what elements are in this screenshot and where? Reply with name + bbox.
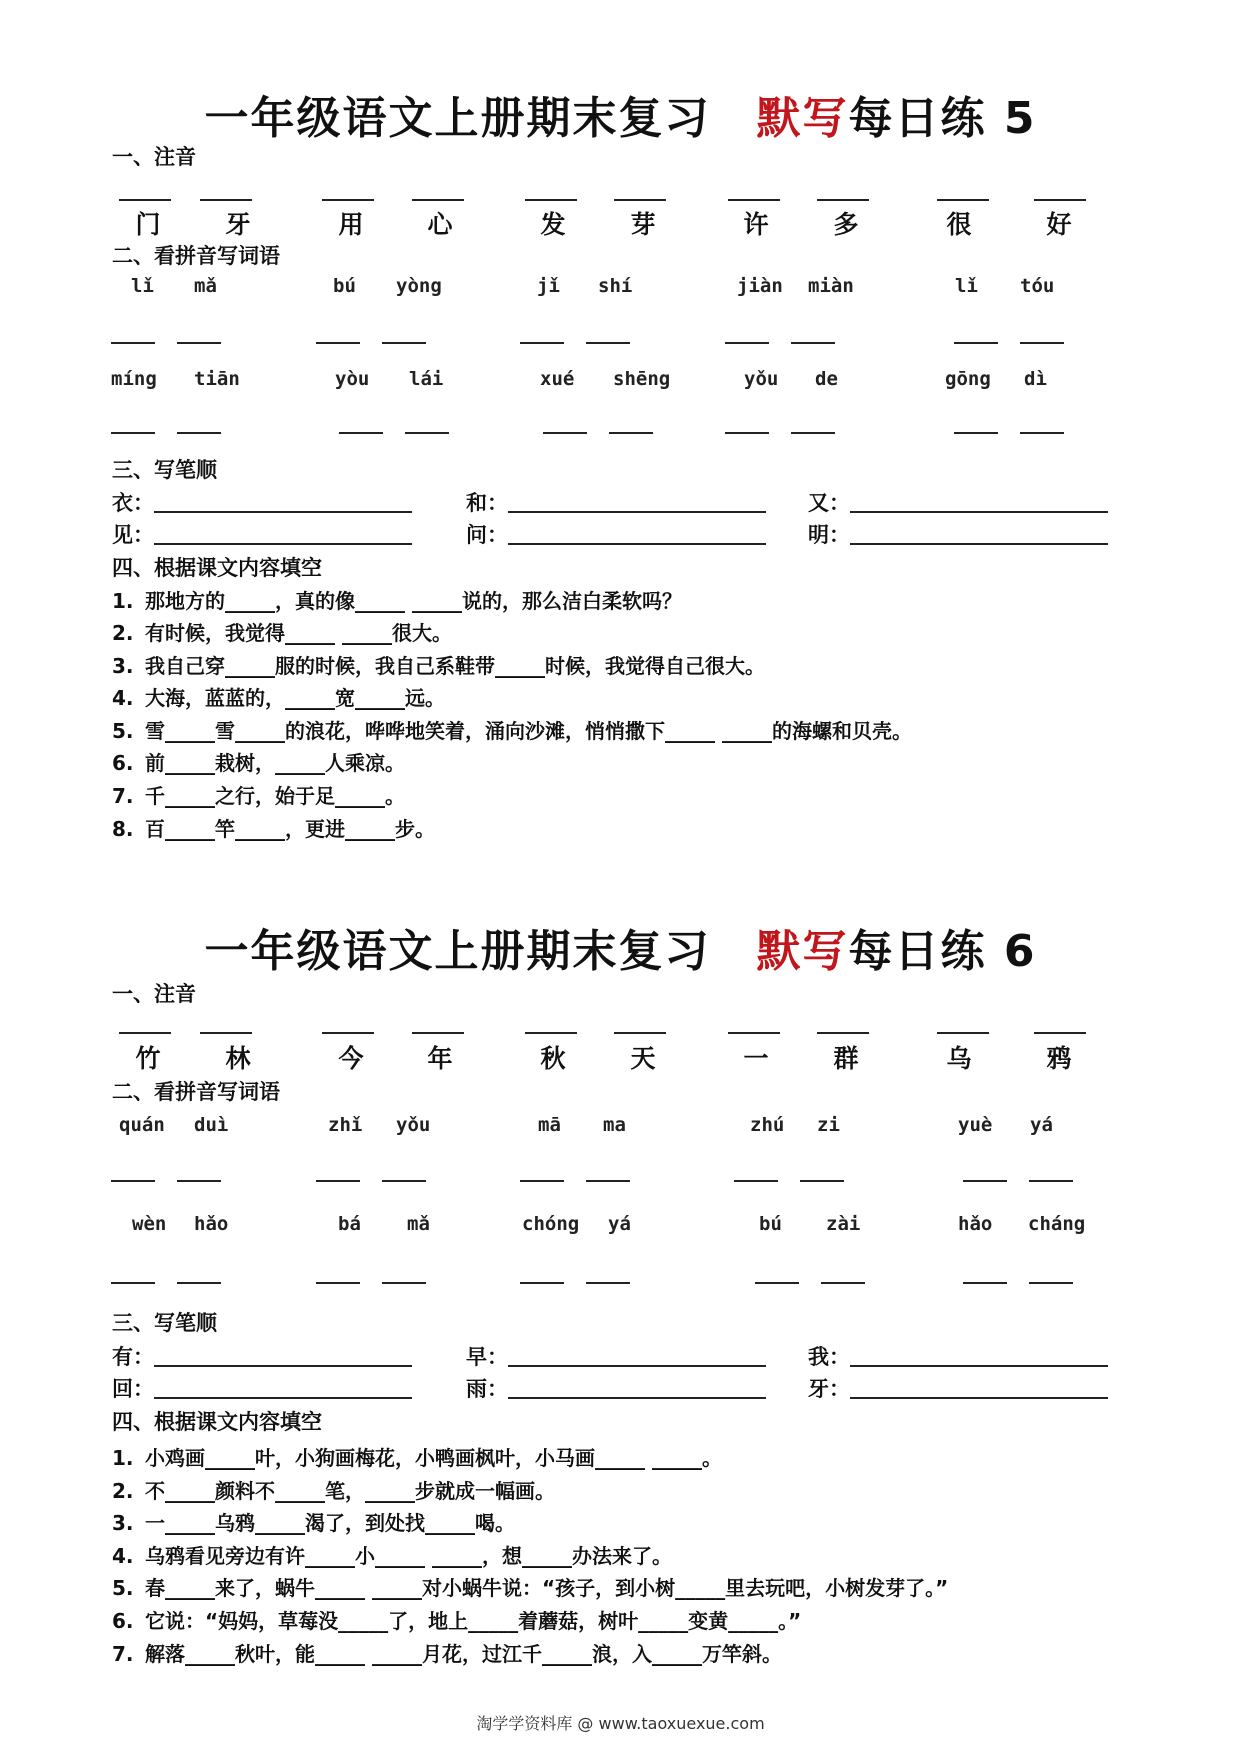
fill-item[interactable]	[112, 1475, 555, 1504]
pinyin-label: jǐ	[537, 275, 560, 297]
word-blank[interactable]	[586, 1180, 630, 1182]
bishun-answer-line[interactable]	[850, 1365, 1108, 1367]
fill-item[interactable]	[112, 1442, 722, 1471]
pinyin-label: zhú	[750, 1114, 785, 1136]
word-blank[interactable]	[111, 342, 155, 344]
word-blank[interactable]	[405, 432, 449, 434]
bishun-answer-line[interactable]	[850, 511, 1108, 513]
word-blank[interactable]	[586, 1282, 630, 1284]
fill-item-number: 4.	[112, 686, 134, 710]
title-main: 一年级语文上册期末复习	[204, 93, 711, 144]
pinyin-label: hǎo	[958, 1213, 993, 1235]
zhuyin-char: 牙	[225, 210, 251, 239]
pinyin-label: yǒu	[744, 368, 779, 390]
pinyin-label: bú	[333, 275, 356, 297]
pinyin-label: zi	[817, 1114, 840, 1136]
fill-item-text: 解落_____秋叶，能_____ _____月花，过江千_____浪，入_____万竿斜。	[145, 1642, 782, 1666]
pinyin-label: ma	[603, 1114, 626, 1136]
pinyin-label: hǎo	[194, 1213, 229, 1235]
fill-item[interactable]	[112, 813, 435, 842]
bishun-row	[112, 487, 1112, 517]
fill-item-number: 7.	[112, 784, 134, 808]
pinyin-label: yá	[608, 1213, 631, 1235]
zhuyin-char: 发	[540, 210, 566, 239]
pinyin-label: xué	[540, 368, 575, 390]
word-blank[interactable]	[954, 432, 998, 434]
word-blank[interactable]	[586, 342, 630, 344]
zhuyin-blank[interactable]	[200, 199, 252, 201]
word-blank[interactable]	[1020, 342, 1064, 344]
word-blank[interactable]	[963, 1180, 1007, 1182]
section-fill-heading: 四、根据课文内容填空	[112, 1410, 322, 1434]
fill-item-text: 大海，蓝蓝的，_____宽_____远。	[145, 686, 445, 710]
pinyin-label: lǐ	[955, 275, 978, 297]
bishun-answer-line[interactable]	[154, 1365, 412, 1367]
fill-item-text: 它说：“妈妈，草莓没_____了，地上_____着蘑菇，树叶_____变黄_____。”	[145, 1609, 802, 1633]
word-blank[interactable]	[725, 342, 769, 344]
bishun-row	[112, 1341, 1112, 1371]
fill-item-number: 3.	[112, 654, 134, 678]
fill-item-text: 一_____乌鸦_____渴了，到处找_____喝。	[145, 1511, 515, 1535]
fill-item-number: 6.	[112, 1609, 134, 1633]
pinyin-label: bú	[759, 1213, 782, 1235]
pinyin-label: dì	[1024, 368, 1047, 390]
title-tail: 每日练 6	[848, 926, 1037, 977]
zhuyin-blank[interactable]	[937, 199, 989, 201]
pinyin-label: míng	[111, 368, 157, 390]
zhuyin-char: 很	[946, 210, 972, 239]
word-blank[interactable]	[791, 432, 835, 434]
word-blank[interactable]	[1029, 1180, 1073, 1182]
zhuyin-char: 年	[427, 1044, 453, 1073]
zhuyin-char: 群	[833, 1044, 859, 1073]
word-blank[interactable]	[316, 1282, 360, 1284]
zhuyin-blank[interactable]	[1034, 1032, 1086, 1034]
word-blank[interactable]	[520, 1180, 564, 1182]
bishun-row	[112, 519, 1112, 549]
bishun-answer-line[interactable]	[508, 1397, 766, 1399]
word-blank[interactable]	[111, 1282, 155, 1284]
zhuyin-blank[interactable]	[119, 199, 171, 201]
footer-watermark: 淘学学资料库 @ www.taoxuexue.com	[476, 1714, 765, 1733]
fill-item[interactable]	[112, 585, 682, 614]
bishun-answer-line[interactable]	[850, 543, 1108, 545]
bishun-char-label: 早：	[466, 1345, 508, 1369]
pinyin-label: wèn	[132, 1213, 167, 1235]
fill-item[interactable]	[112, 682, 445, 711]
bishun-answer-line[interactable]	[508, 1365, 766, 1367]
zhuyin-blank[interactable]	[728, 1032, 780, 1034]
title-highlight: 默写	[756, 926, 849, 977]
zhuyin-char: 一	[743, 1044, 769, 1073]
zhuyin-blank[interactable]	[322, 1032, 374, 1034]
zhuyin-blank[interactable]	[817, 199, 869, 201]
zhuyin-blank[interactable]	[728, 199, 780, 201]
word-blank[interactable]	[734, 1180, 778, 1182]
fill-item-number: 3.	[112, 1511, 134, 1535]
bishun-char-label: 明：	[808, 523, 850, 547]
zhuyin-blank[interactable]	[525, 199, 577, 201]
bishun-char-label: 有：	[112, 1345, 154, 1369]
fill-item-number: 1.	[112, 1446, 134, 1470]
fill-item-text: 乌鸦看见旁边有许_____小_____ _____，想_____办法来了。	[145, 1544, 672, 1568]
fill-item-text: 有时候，我觉得_____ _____很大。	[145, 621, 452, 645]
section-zhuyin-heading: 一、注音	[112, 982, 196, 1006]
bishun-char-label: 回：	[112, 1377, 154, 1401]
pinyin-label: duì	[194, 1114, 229, 1136]
word-blank[interactable]	[111, 432, 155, 434]
zhuyin-blank[interactable]	[412, 199, 464, 201]
zhuyin-blank[interactable]	[525, 1032, 577, 1034]
pinyin-label: yǒu	[396, 1114, 431, 1136]
zhuyin-char: 秋	[540, 1044, 566, 1073]
zhuyin-blank[interactable]	[322, 199, 374, 201]
pinyin-label: mǎ	[194, 275, 217, 297]
zhuyin-blank[interactable]	[119, 1032, 171, 1034]
section-pinyin-heading: 二、看拼音写词语	[112, 1080, 280, 1104]
zhuyin-blank[interactable]	[412, 1032, 464, 1034]
fill-item-text: 小鸡画_____叶，小狗画梅花，小鸭画枫叶，小马画_____ _____。	[145, 1446, 722, 1470]
bishun-answer-line[interactable]	[508, 511, 766, 513]
pinyin-label: mā	[538, 1114, 561, 1136]
pinyin-label: quán	[119, 1114, 165, 1136]
fill-item[interactable]	[112, 715, 912, 744]
word-blank[interactable]	[1020, 432, 1064, 434]
word-blank[interactable]	[520, 342, 564, 344]
pinyin-label: bá	[338, 1213, 361, 1235]
pinyin-label: cháng	[1028, 1213, 1086, 1235]
pinyin-label: miàn	[808, 275, 854, 297]
fill-item-text: 百_____竿_____，更进_____步。	[145, 817, 435, 841]
word-blank[interactable]	[963, 1282, 1007, 1284]
zhuyin-char: 用	[338, 210, 364, 239]
fill-item[interactable]	[112, 1507, 515, 1536]
bishun-answer-line[interactable]	[154, 543, 412, 545]
pinyin-label: yòng	[396, 275, 442, 297]
fill-item[interactable]	[112, 617, 452, 646]
word-blank[interactable]	[316, 342, 360, 344]
word-blank[interactable]	[382, 1180, 426, 1182]
zhuyin-char: 天	[630, 1044, 656, 1073]
word-blank[interactable]	[382, 1282, 426, 1284]
bishun-answer-line[interactable]	[154, 511, 412, 513]
bishun-char-label: 衣：	[112, 491, 154, 515]
fill-item-text: 我自己穿_____服的时候，我自己系鞋带_____时候，我觉得自己很大。	[145, 654, 765, 678]
word-blank[interactable]	[821, 1282, 865, 1284]
bishun-char-label: 雨：	[466, 1377, 508, 1401]
section-bishun-heading: 三、写笔顺	[112, 458, 217, 482]
bishun-char-label: 和：	[466, 491, 508, 515]
title-main: 一年级语文上册期末复习	[204, 926, 711, 977]
zhuyin-char: 好	[1046, 210, 1072, 239]
fill-item-number: 2.	[112, 621, 134, 645]
word-blank[interactable]	[725, 432, 769, 434]
pinyin-label: zài	[826, 1213, 861, 1235]
pinyin-label: gōng	[945, 368, 991, 390]
title-tail: 每日练 5	[848, 93, 1037, 144]
fill-item-number: 6.	[112, 751, 134, 775]
fill-item[interactable]	[112, 747, 405, 776]
word-blank[interactable]	[316, 1180, 360, 1182]
zhuyin-blank[interactable]	[937, 1032, 989, 1034]
fill-item-number: 4.	[112, 1544, 134, 1568]
zhuyin-char: 林	[225, 1044, 251, 1073]
zhuyin-blank[interactable]	[614, 199, 666, 201]
section-zhuyin-heading: 一、注音	[112, 145, 196, 169]
fill-item-text: 那地方的_____，真的像_____ _____说的，那么洁白柔软吗？	[145, 589, 682, 613]
worksheet-title	[0, 915, 1241, 979]
section-pinyin-heading: 二、看拼音写词语	[112, 244, 280, 268]
zhuyin-blank[interactable]	[200, 1032, 252, 1034]
pinyin-label: yòu	[335, 368, 370, 390]
title-highlight: 默写	[756, 93, 849, 144]
fill-item[interactable]	[112, 1572, 948, 1601]
bishun-row	[112, 1373, 1112, 1403]
fill-item-number: 5.	[112, 719, 134, 743]
fill-item[interactable]	[112, 1540, 672, 1569]
pinyin-label: yá	[1030, 1114, 1053, 1136]
pinyin-label: yuè	[958, 1114, 993, 1136]
fill-item-text: 前_____栽树，_____人乘凉。	[145, 751, 405, 775]
zhuyin-char: 许	[743, 210, 769, 239]
pinyin-label: lái	[409, 368, 444, 390]
section-bishun-heading: 三、写笔顺	[112, 1311, 217, 1335]
word-blank[interactable]	[177, 1180, 221, 1182]
word-blank[interactable]	[177, 342, 221, 344]
zhuyin-char: 今	[338, 1044, 364, 1073]
fill-item-number: 7.	[112, 1642, 134, 1666]
fill-item-number: 5.	[112, 1576, 134, 1600]
zhuyin-char: 芽	[630, 210, 656, 239]
pinyin-label: tiān	[194, 368, 240, 390]
fill-item[interactable]	[112, 1638, 782, 1667]
word-blank[interactable]	[111, 1180, 155, 1182]
zhuyin-blank[interactable]	[817, 1032, 869, 1034]
zhuyin-char: 竹	[135, 1044, 161, 1073]
zhuyin-blank[interactable]	[614, 1032, 666, 1034]
bishun-char-label: 又：	[808, 491, 850, 515]
word-blank[interactable]	[520, 1282, 564, 1284]
fill-item[interactable]	[112, 780, 405, 809]
fill-item-text: 雪_____雪_____的浪花，哗哗地笑着，涌向沙滩，悄悄撒下_____ _____的海螺和贝壳。	[145, 719, 912, 743]
word-blank[interactable]	[800, 1180, 844, 1182]
word-blank[interactable]	[339, 432, 383, 434]
pinyin-label: shēng	[613, 368, 671, 390]
word-blank[interactable]	[954, 342, 998, 344]
bishun-char-label: 见：	[112, 523, 154, 547]
word-blank[interactable]	[609, 432, 653, 434]
fill-item-number: 8.	[112, 817, 134, 841]
word-blank[interactable]	[177, 1282, 221, 1284]
pinyin-label: jiàn	[737, 275, 783, 297]
pinyin-label: zhǐ	[328, 1114, 363, 1136]
zhuyin-char: 鸦	[1046, 1044, 1072, 1073]
section-fill-heading: 四、根据课文内容填空	[112, 556, 322, 580]
zhuyin-blank[interactable]	[1034, 199, 1086, 201]
zhuyin-char: 乌	[946, 1044, 972, 1073]
fill-item-text: 春_____来了，蜗牛_____ _____对小蜗牛说：“孩子，到小树_____里去玩吧，小树发芽了。”	[145, 1576, 949, 1600]
pinyin-label: de	[815, 368, 838, 390]
pinyin-label: shí	[598, 275, 633, 297]
word-blank[interactable]	[1029, 1282, 1073, 1284]
fill-item[interactable]	[112, 650, 765, 679]
fill-item-number: 2.	[112, 1479, 134, 1503]
bishun-char-label: 我：	[808, 1345, 850, 1369]
word-blank[interactable]	[791, 342, 835, 344]
fill-item-text: 千_____之行，始于足_____。	[145, 784, 405, 808]
fill-item[interactable]	[112, 1605, 801, 1634]
pinyin-label: chóng	[522, 1213, 580, 1235]
pinyin-label: mǎ	[407, 1213, 430, 1235]
bishun-char-label: 牙：	[808, 1377, 850, 1401]
bishun-answer-line[interactable]	[508, 543, 766, 545]
bishun-answer-line[interactable]	[154, 1397, 412, 1399]
zhuyin-char: 门	[135, 210, 161, 239]
worksheet-title	[0, 82, 1241, 146]
fill-item-text: 不_____颜料不_____笔，_____步就成一幅画。	[145, 1479, 555, 1503]
bishun-answer-line[interactable]	[850, 1397, 1108, 1399]
word-blank[interactable]	[177, 432, 221, 434]
word-blank[interactable]	[382, 342, 426, 344]
zhuyin-char: 心	[427, 210, 453, 239]
fill-item-number: 1.	[112, 589, 134, 613]
zhuyin-char: 多	[833, 210, 859, 239]
bishun-char-label: 问：	[466, 523, 508, 547]
pinyin-label: lǐ	[131, 275, 154, 297]
pinyin-label: tóu	[1020, 275, 1055, 297]
word-blank[interactable]	[543, 432, 587, 434]
word-blank[interactable]	[755, 1282, 799, 1284]
